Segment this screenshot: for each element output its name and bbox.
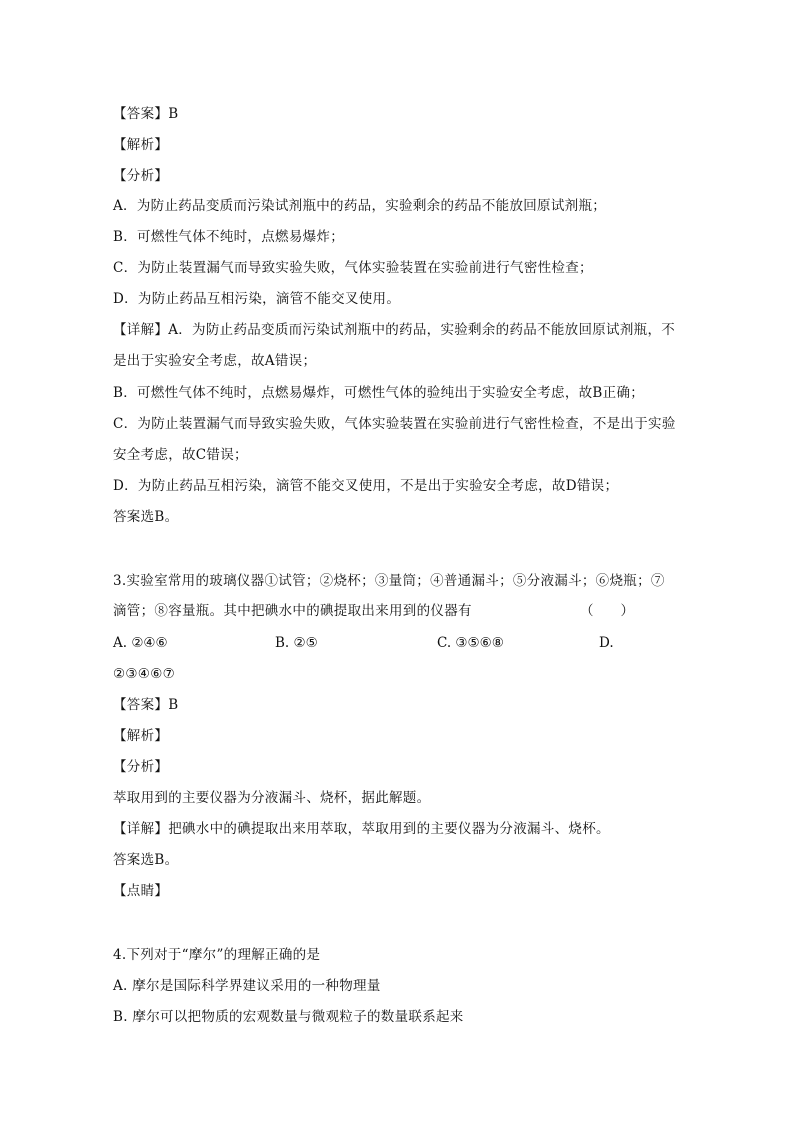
q2-analysis-d: D．为防止药品互相污染，滴管不能交叉使用。 (113, 291, 401, 307)
q3-jiexi-heading: 【解析】 (113, 728, 169, 744)
q2-detail-c-line1: C．为防止装置漏气而导致实验失败，气体实验装置在实验前进行气密性检查，不是出于实验 (113, 416, 676, 432)
q3-stem-line1: 3.实验室常用的玻璃仪器①试管；②烧杯；③量筒；④普通漏斗；⑤分液漏斗；⑥烧瓶；⑦ (113, 573, 665, 589)
q3-option-c: C. ③⑤⑥⑧ (437, 635, 504, 651)
q2-analysis-a: A．为防止药品变质而污染试剂瓶中的药品，实验剩余的药品不能放回原试剂瓶； (113, 198, 607, 214)
q4-stem: 4.下列对于“摩尔”的理解正确的是 (113, 947, 321, 963)
q3-dianjing-heading: 【点睛】 (113, 883, 169, 899)
q2-detail-a-line1: 【详解】A．为防止药品变质而污染试剂瓶中的药品，实验剩余的药品不能放回原试剂瓶，不 (113, 322, 676, 338)
q3-analysis: 萃取用到的主要仪器为分液漏斗、烧杯，据此解题。 (113, 790, 431, 806)
q4-option-b: B. 摩尔可以把物质的宏观数量与微观粒子的数量联系起来 (113, 1009, 464, 1025)
q3-fenxi-heading: 【分析】 (113, 759, 169, 775)
q3-answer-blank: （ ） (580, 603, 634, 619)
q3-stem-line2: 滴管；⑧容量瓶。其中把碘水中的碘提取出来用到的仪器有 (113, 603, 472, 619)
q3-answer: 【答案】B (113, 697, 179, 713)
q2-jiexi-heading: 【解析】 (113, 137, 169, 153)
q2-analysis-b: B．可燃性气体不纯时，点燃易爆炸； (113, 229, 345, 245)
q3-option-b: B. ②⑤ (275, 635, 318, 651)
q3-option-d-value: ②③④⑥⑦ (113, 666, 176, 682)
q2-analysis-c: C．为防止装置漏气而导致实验失败，气体实验装置在实验前进行气密性检查； (113, 260, 593, 276)
q2-detail-b: B．可燃性气体不纯时，点燃易爆炸，可燃性气体的验纯出于实验安全考虑，故B正确； (113, 385, 645, 401)
q2-detail-d: D．为防止药品互相污染，滴管不能交叉使用，不是出于实验安全考虑，故D错误； (113, 478, 619, 494)
q2-detail-a-line2: 是出于实验安全考虑，故A错误； (113, 353, 317, 369)
q3-detail: 【详解】把碘水中的碘提取出来用萃取，萃取用到的主要仪器为分液漏斗、烧杯。 (113, 821, 610, 837)
q3-option-d-label: D. (599, 635, 614, 651)
q2-conclusion: 答案选B。 (113, 509, 179, 525)
q3-option-a: A. ②④⑥ (113, 635, 168, 651)
q2-answer: 【答案】B (113, 106, 179, 122)
q2-detail-c-line2: 安全考虑，故C错误； (113, 447, 248, 463)
q3-conclusion: 答案选B。 (113, 852, 179, 868)
q4-option-a: A. 摩尔是国际科学界建议采用的一种物理量 (113, 978, 381, 994)
q2-fenxi-heading: 【分析】 (113, 168, 169, 184)
